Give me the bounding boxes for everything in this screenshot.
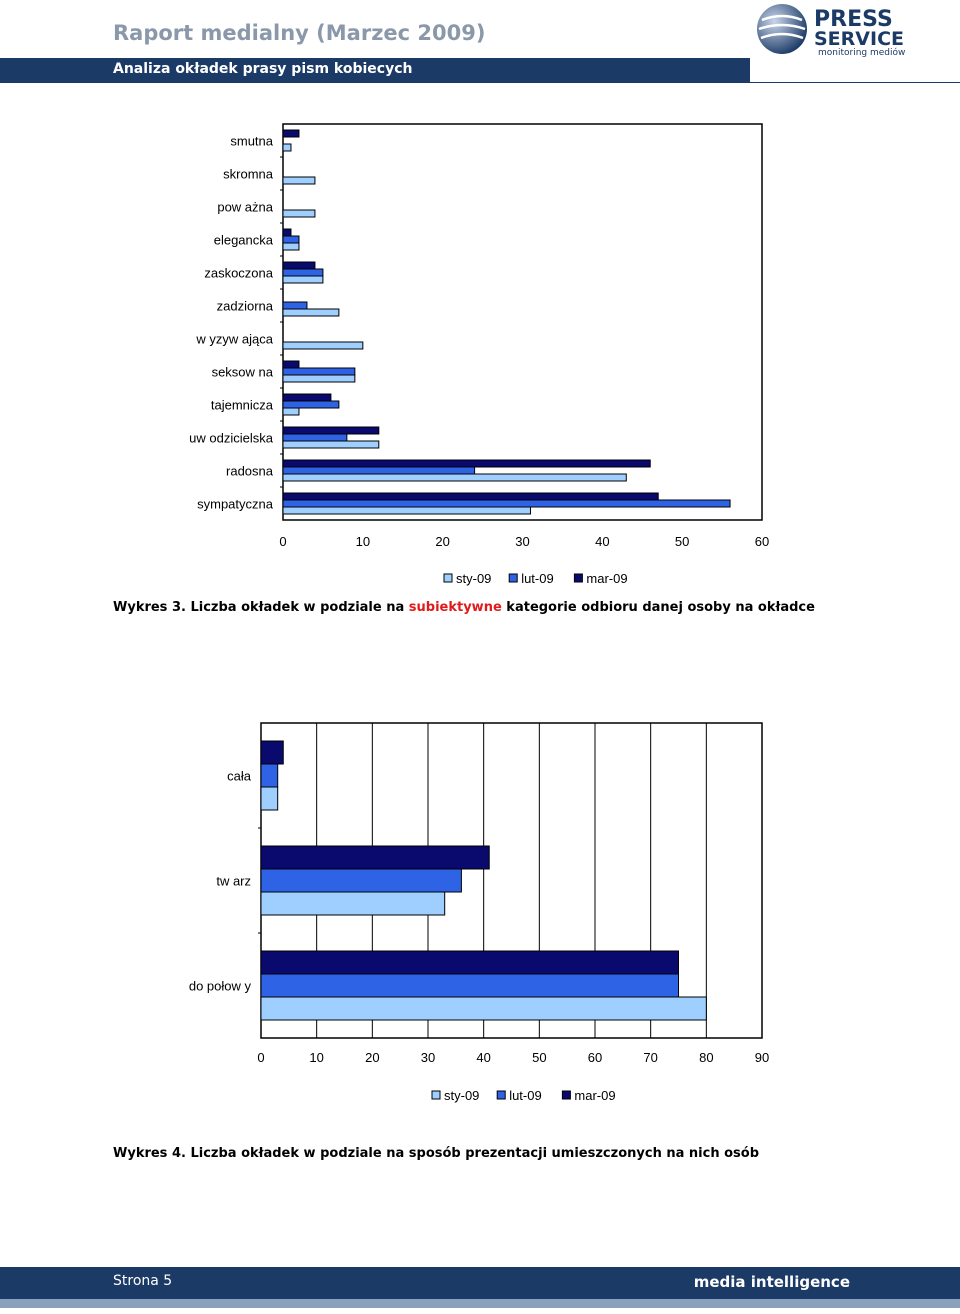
logo-line-3: monitoring mediów	[818, 48, 906, 58]
category-label: radosna	[226, 463, 273, 479]
bar-lut-09	[283, 269, 323, 276]
bar-sty-09	[283, 441, 379, 448]
category-label: seksow na	[211, 364, 273, 380]
legend-label: mar-09	[586, 571, 628, 586]
caption-chart-3-after: kategorie odbioru danej osoby na okładce	[501, 600, 815, 615]
bar-sty-09	[283, 210, 315, 217]
bar-sty-09	[283, 276, 323, 283]
caption-chart-3	[113, 600, 815, 615]
x-tick-label: 50	[532, 1050, 547, 1065]
bar-sty-09	[283, 342, 363, 349]
report-title: Raport medialny (Marzec 2009)	[113, 21, 486, 45]
bar-mar-09	[261, 846, 489, 869]
x-tick-label: 80	[699, 1050, 714, 1065]
caption-chart-3-before: Wykres 3. Liczba okładek w podziale na	[113, 600, 409, 615]
chart-person-presentation	[0, 700, 960, 1110]
bar-mar-09	[283, 427, 379, 434]
x-tick-label: 10	[309, 1050, 324, 1065]
bar-mar-09	[283, 130, 299, 137]
footer-brand: media intelligence	[693, 1273, 850, 1291]
x-tick-label: 30	[420, 1050, 436, 1065]
bar-sty-09	[283, 243, 299, 250]
bar-sty-09	[283, 144, 291, 151]
bar-mar-09	[283, 394, 331, 401]
category-label: zadziorna	[216, 298, 273, 314]
globe-icon	[757, 4, 807, 54]
category-label: tajemnicza	[210, 397, 273, 413]
bar-lut-09	[283, 500, 730, 507]
logo-line-2: SERVICE	[814, 28, 904, 50]
legend-swatch-lut-09	[497, 1091, 505, 1099]
bar-mar-09	[283, 229, 291, 236]
x-tick-label: 60	[754, 534, 770, 549]
category-label: w yzyw ająca	[196, 331, 273, 347]
bar-lut-09	[283, 302, 307, 309]
x-tick-label: 0	[279, 534, 287, 549]
bar-sty-09	[261, 787, 278, 810]
bar-lut-09	[261, 974, 679, 997]
legend-label: lut-09	[521, 571, 554, 586]
bar-lut-09	[283, 236, 299, 243]
legend-swatch-lut-09	[509, 574, 517, 582]
bar-sty-09	[283, 474, 626, 481]
x-tick-label: 30	[515, 534, 530, 549]
bar-lut-09	[283, 368, 355, 375]
category-label: elegancka	[213, 232, 273, 248]
header-band	[0, 58, 750, 83]
x-tick-label: 20	[365, 1050, 380, 1065]
legend-swatch-sty-09	[444, 574, 452, 582]
bar-sty-09	[283, 408, 299, 415]
x-tick-label: 10	[355, 534, 371, 549]
category-label: smutna	[230, 133, 273, 149]
category-label: tw arz	[216, 873, 251, 889]
legend-label: sty-09	[456, 571, 492, 586]
legend-swatch-sty-09	[432, 1091, 440, 1099]
category-label: cała	[227, 768, 251, 784]
legend-swatch-mar-09	[574, 574, 582, 582]
x-tick-label: 90	[754, 1050, 770, 1065]
bar-sty-09	[283, 507, 530, 514]
bar-sty-09	[261, 892, 445, 915]
caption-chart-3-highlight: subiektywne	[408, 600, 502, 615]
bar-lut-09	[261, 764, 278, 787]
footer-stripe	[0, 1299, 960, 1308]
bar-sty-09	[283, 309, 339, 316]
bar-mar-09	[283, 262, 315, 269]
press-service-logo	[756, 2, 946, 58]
category-label: do połow y	[188, 978, 251, 994]
caption-chart-4: Wykres 4. Liczba okładek w podziale na sposób prezentacji umieszczonych na nich osób	[113, 1146, 760, 1161]
chart-subjective-categories	[0, 110, 960, 600]
bar-mar-09	[283, 361, 299, 368]
bar-lut-09	[261, 869, 461, 892]
category-label: uw odzicielska	[189, 430, 273, 446]
header-rule	[750, 82, 960, 83]
bar-lut-09	[283, 467, 475, 474]
page-number: Strona 5	[113, 1273, 173, 1289]
x-tick-label: 70	[643, 1050, 658, 1065]
bar-mar-09	[283, 460, 650, 467]
legend-label: lut-09	[509, 1088, 542, 1103]
x-tick-label: 0	[257, 1050, 265, 1065]
footer-band	[0, 1267, 960, 1299]
legend-label: sty-09	[444, 1088, 480, 1103]
bar-lut-09	[283, 434, 347, 441]
bar-mar-09	[283, 493, 658, 500]
bar-sty-09	[261, 997, 706, 1020]
bar-mar-09	[261, 741, 283, 764]
x-tick-label: 60	[587, 1050, 603, 1065]
bar-mar-09	[261, 951, 679, 974]
bar-sty-09	[283, 177, 315, 184]
bar-lut-09	[283, 401, 339, 408]
report-subtitle: Analiza okładek prasy pism kobiecych	[113, 61, 413, 77]
bar-sty-09	[283, 375, 355, 382]
x-tick-label: 40	[476, 1050, 491, 1065]
legend-swatch-mar-09	[562, 1091, 570, 1099]
x-tick-label: 20	[435, 534, 450, 549]
legend-label: mar-09	[574, 1088, 616, 1103]
category-label: zaskoczona	[204, 265, 273, 281]
category-label: sympatyczna	[197, 496, 273, 512]
category-label: pow ażna	[217, 199, 273, 215]
x-tick-label: 40	[595, 534, 610, 549]
x-tick-label: 50	[674, 534, 690, 549]
category-label: skromna	[223, 166, 273, 182]
logo-line-1: PRESS	[814, 7, 893, 32]
